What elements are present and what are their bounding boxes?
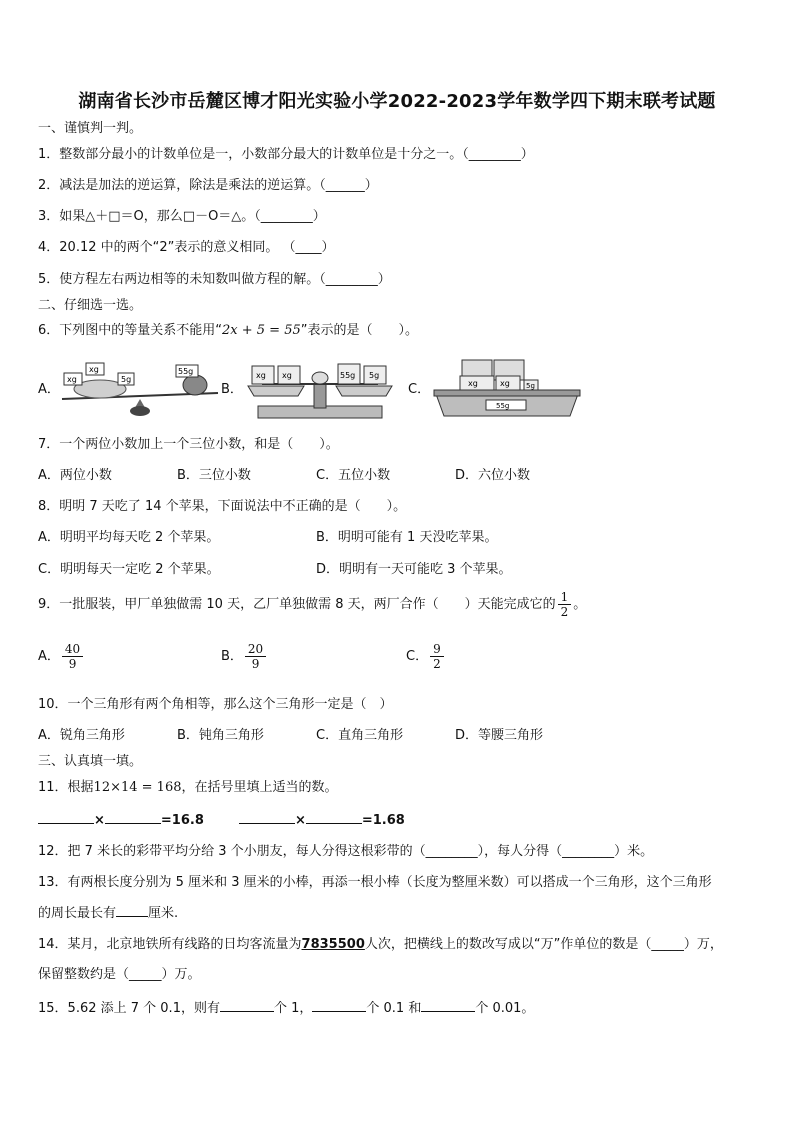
question-14-line-1 xyxy=(38,936,723,954)
q9a-label: A． xyxy=(38,649,60,664)
q9b-fraction xyxy=(245,642,266,671)
q15-blank-2[interactable] xyxy=(312,999,366,1012)
q6-suffix: ”表示的是（ ）。 xyxy=(300,323,418,338)
question-10-stem: 10．一个三角形有两个角相等，那么这个三角形一定是（ ） xyxy=(38,697,393,712)
q11-blank-1[interactable] xyxy=(38,811,94,824)
q11-times-1: × xyxy=(94,813,105,828)
question-7-stem: 7．一个两位小数加上一个三位小数，和是（ ）。 xyxy=(38,437,339,452)
q11-blank-3[interactable] xyxy=(239,811,295,824)
q11-times-2: × xyxy=(294,813,306,828)
q9-tail: 。 xyxy=(573,597,587,612)
q6a-5g-tag: 5g xyxy=(121,375,132,384)
q7-option-a: A．两位小数 xyxy=(38,468,112,483)
question-13-line-2 xyxy=(38,904,178,923)
q6-seesaw-image xyxy=(60,355,220,419)
q13-text-a: 的周长最长有 xyxy=(38,906,117,921)
q6c-display-55g: 55g xyxy=(496,402,510,410)
q9-option-a xyxy=(38,642,85,672)
q9a-num: 40 xyxy=(62,642,83,657)
q6-option-c-label: C． xyxy=(408,382,431,397)
q15-text-d: 个 0.01。 xyxy=(475,1001,535,1016)
q9c-fraction xyxy=(430,642,444,671)
q7-option-d: D．六位小数 xyxy=(455,468,531,483)
q13-blank[interactable] xyxy=(116,904,148,917)
q9-frac-den: 2 xyxy=(560,605,569,619)
q11-stem-b: ，在括号里填上适当的数。 xyxy=(181,780,338,795)
q6-option-a-label: A． xyxy=(38,382,60,397)
q9c-den: 2 xyxy=(433,657,441,671)
question-13-line-1: 13．有两根长度分别为 5 厘米和 3 厘米的小棒，再添一根小棒（长度为整厘米数）可以搭成一个三角形，这个三角形 xyxy=(38,875,712,890)
q9a-den: 9 xyxy=(68,657,77,671)
q9-option-c xyxy=(406,642,446,672)
q11-blank-4[interactable] xyxy=(306,811,362,824)
q6-equation: 2x + 5 = 55 xyxy=(222,323,301,338)
q9a-fraction xyxy=(62,642,83,671)
section-heading-3: 三、认真填一填。 xyxy=(38,754,143,769)
question-5: 5．使方程左右两边相等的未知数叫做方程的解。（________） xyxy=(38,272,391,287)
q6-prefix: 6．下列图中的等量关系不能用“ xyxy=(38,323,223,338)
q6c-5g-tag: 5g xyxy=(526,382,535,390)
q6b-5g-tag: 5g xyxy=(369,371,380,380)
q6b-55g-tag: 55g xyxy=(340,371,356,380)
q7-option-b: B．三位小数 xyxy=(177,468,251,483)
q6-digital-scale-image xyxy=(432,354,582,420)
q6c-xg-tag-1: xg xyxy=(468,379,478,388)
q9-option-b xyxy=(221,642,268,672)
q6-option-b-label: B． xyxy=(221,382,243,397)
q9c-num: 9 xyxy=(430,642,444,657)
q14-underlined-number: 7835500 xyxy=(301,937,365,952)
question-12: 12．把 7 米长的彩带平均分给 3 个小朋友，每人分得这根彩带的（________），每人分得（________）米。 xyxy=(38,844,654,859)
question-8-stem: 8．明明 7 天吃了 14 个苹果，下面说法中不正确的是（ ）。 xyxy=(38,499,407,514)
q11-stem-a: 11．根据 xyxy=(38,780,94,795)
page-title: 湖南省长沙市岳麓区博才阳光实验小学2022-2023学年数学四下期末联考试题 xyxy=(78,91,716,112)
q6-balance-image xyxy=(240,354,400,420)
q11-equation-row xyxy=(38,811,405,830)
section-heading-2: 二、仔细选一选。 xyxy=(38,298,143,313)
q14-text-a: 14．某月，北京地铁所有线路的日均客流量为 xyxy=(38,937,302,952)
q6a-xg-tag-1: xg xyxy=(67,375,77,384)
q6a-xg-tag-2: xg xyxy=(89,365,99,374)
question-14-line-2: 保留整数约是（_____）万。 xyxy=(38,967,201,982)
q10-option-b: B．钝角三角形 xyxy=(177,728,264,743)
q11-result-2: =1.68 xyxy=(361,813,405,828)
question-11-stem xyxy=(38,779,338,797)
q14-text-b: 人次，把横线上的数改写成以“万”作单位的数是（_____）万， xyxy=(364,937,723,952)
q9-frac-num: 1 xyxy=(558,590,572,605)
question-9-stem xyxy=(38,590,586,620)
q15-text-c: 个 0.1 和 xyxy=(366,1001,422,1016)
q8-option-d: D．明明有一天可能吃 3 个苹果。 xyxy=(316,562,512,577)
q15-blank-1[interactable] xyxy=(220,999,274,1012)
q9b-den: 9 xyxy=(251,657,260,671)
q10-option-d: D．等腰三角形 xyxy=(455,728,544,743)
q10-option-a: A．锐角三角形 xyxy=(38,728,125,743)
question-3: 3．如果△＋□＝O，那么□－O＝△。（________） xyxy=(38,209,326,224)
q9-fraction xyxy=(558,590,572,619)
q8-option-c: C．明明每天一定吃 2 个苹果。 xyxy=(38,562,220,577)
q11-blank-2[interactable] xyxy=(105,811,161,824)
section-heading-1: 一、谨慎判一判。 xyxy=(38,121,143,136)
q9b-label: B． xyxy=(221,649,243,664)
q7-option-c: C．五位小数 xyxy=(316,468,391,483)
q6b-xg-tag-1: xg xyxy=(256,371,266,380)
question-4: 4．20.12 中的两个“2”表示的意义相同。 （____） xyxy=(38,240,335,255)
q15-text-b: 个 1， xyxy=(273,1001,313,1016)
q9b-num: 20 xyxy=(245,642,266,657)
q9c-label: C． xyxy=(406,649,429,664)
q8-option-a: A．明明平均每天吃 2 个苹果。 xyxy=(38,530,220,545)
q8-option-b: B．明明可能有 1 天没吃苹果。 xyxy=(316,530,498,545)
q9-stem-text: 9．一批服装，甲厂单独做需 10 天，乙厂单独做需 8 天，两厂合作（ ）天能完成它的 xyxy=(38,597,556,612)
q6c-xg-tag-2: xg xyxy=(500,379,510,388)
question-15 xyxy=(38,999,534,1018)
q15-text-a: 15．5.62 添上 7 个 0.1，则有 xyxy=(38,1001,220,1016)
question-1: 1．整数部分最小的计数单位是一，小数部分最大的计数单位是十分之一。（________） xyxy=(38,147,534,162)
q10-option-c: C．直角三角形 xyxy=(316,728,404,743)
q11-result-1: =16.8 xyxy=(160,813,204,828)
q6a-55g-tag: 55g xyxy=(178,367,194,376)
q13-text-b: 厘米. xyxy=(148,906,179,921)
q11-equation: 12×14 = 168 xyxy=(93,780,182,795)
question-6-stem xyxy=(38,322,418,340)
q6b-xg-tag-2: xg xyxy=(282,371,292,380)
q15-blank-3[interactable] xyxy=(421,999,475,1012)
question-2: 2．减法是加法的逆运算，除法是乘法的逆运算。（______） xyxy=(38,178,378,193)
